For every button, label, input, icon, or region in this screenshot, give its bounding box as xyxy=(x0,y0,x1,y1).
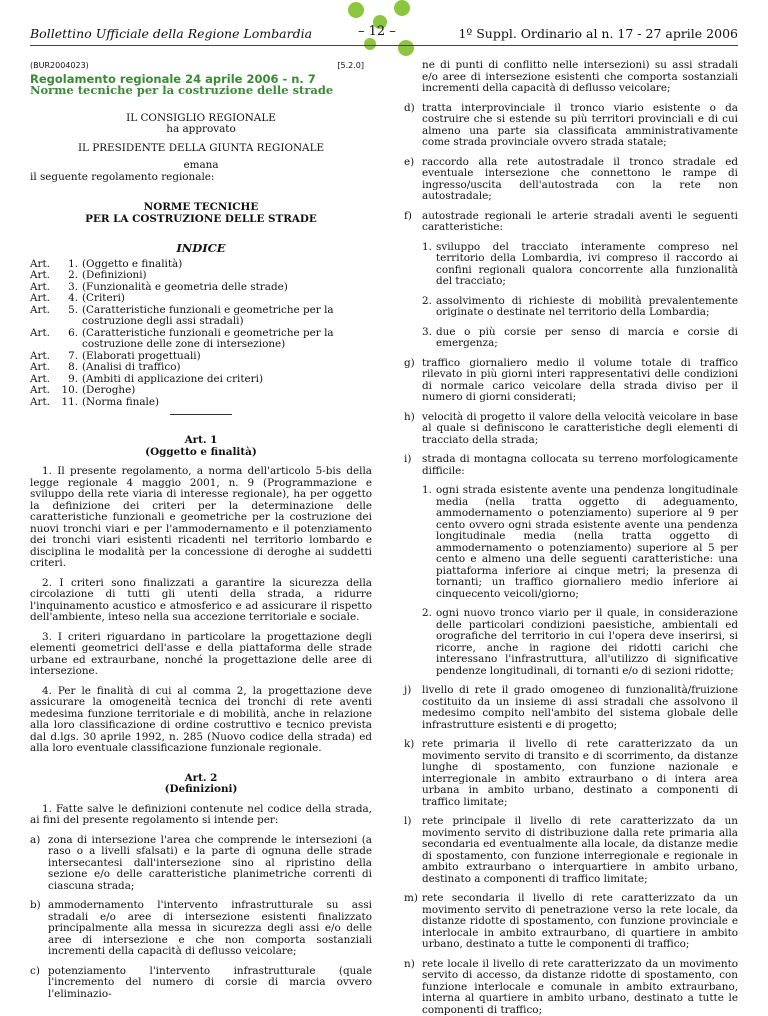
sub-item: 1. sviluppo del tracciato interamente compreso nel territorio della Lombardia, ivi compreso il raccordo ai confini regionali qualora concorrente alla funzionalità del tracciato; xyxy=(404,242,738,288)
section-code: [5.2.0] xyxy=(337,60,364,72)
sub-item: 2. ogni nuovo tronco viario per il quale, in considerazione delle particolari condizioni paesistiche, ambientali ed orografiche del territorio in cui l'opera deve inserirsi, si ricorre, anche in ragione dei ridotti carichi che interessano l'infrastruttura, all'utilizzo di significative pendenze longitudinali, di tornanti e/o di sezioni ridotte; xyxy=(404,608,738,677)
indice-entry: Art. 3. (Funzionalità e geometria delle strade) xyxy=(30,282,372,294)
approvato-line: ha approvato xyxy=(30,124,372,136)
art1-paragraph-3: 3. I criteri riguardano in particolare la progettazione degli elementi geometrici dell'asse e della piattaforma delle strade urbane ed extraurbane, nonché la progettazione delle aree di intersezione. xyxy=(30,632,372,678)
definition-item: f) autostrade regionali le arterie stradali aventi le seguenti caratteristiche: xyxy=(404,211,738,234)
norme-title-1: NORME TECNICHE xyxy=(30,202,372,214)
indice-entry: Art. 2. (Definizioni) xyxy=(30,270,372,282)
definition-item: n) rete locale il livello di rete caratterizzato da un movimento servito di accesso, da distanze ridotte di spostamento, con funzione interlocale e comunale in ambito extraurbano, interna al quartiere in ambito urbano, destinato a tutte le componenti di traffico; xyxy=(404,959,738,1016)
bur-code-line xyxy=(30,60,372,72)
indice-entry: Art. 11. (Norma finale) xyxy=(30,397,372,409)
bur-code: (BUR2004023) xyxy=(30,61,89,70)
definition-item: m) rete secondaria il livello di rete caratterizzato da un movimento servito di penetrazione verso la rete locale, da distanze ridotte di spostamento, con funzione provinciale e interlocale in ambito extraurbano, di quartiere in ambito urbano, destinato a tutte le componenti di traffico; xyxy=(404,893,738,951)
art2-heading: Art. 2 xyxy=(30,773,372,785)
definition-item: l) rete principale il livello di rete caratterizzato da un movimento servito di distribuzione dalla rete primaria alla secondaria ed eventualmente alla locale, da distanze medie di spostamento, con funzione interregionale e regionale in ambito extraurbano o interquartiere in ambito urbano, destinato a componenti di traffico limitate; xyxy=(404,816,738,885)
left-column xyxy=(30,60,372,1000)
definition-item: h) velocità di progetto il valore della velocità veicolare in base al quale si definiscono le caratteristiche degli elementi di tracciato della strada; xyxy=(404,412,738,447)
indice-entry: Art. 4. (Criteri) xyxy=(30,293,372,305)
art1-paragraph-2: 2. I criteri sono finalizzati a garantire la sicurezza della circolazione di tutti gli utenti della strada, a ridurre l'inquinamento acustico e atmosferico e ad assicurare il rispetto dell'ambiente, inteso nella sua accezione territoriale e sociale. xyxy=(30,578,372,624)
definition-item: j) livello di rete il grado omogeneo di funzionalità/fruizione costituito da un insieme di assi stradali che assolvono il medesimo compito nell'ambito del sistema globale delle infrastrutture esistenti e di progetto; xyxy=(404,685,738,731)
supplement-info: 1º Suppl. Ordinario al n. 17 - 27 aprile 2006 xyxy=(458,26,738,41)
definition-item: d) tratta interprovinciale il tronco viario esistente o da costruire che si estende su più territori provinciali e di cui almeno una parte sia classificata amministrativamente come strada provinciale ovvero strada statale; xyxy=(404,103,738,149)
emana-line: emana xyxy=(30,160,372,172)
art1-paragraph-1: 1. Il presente regolamento, a norma dell'articolo 5-bis della legge regionale 4 maggio 2001, n. 9 (Programmazione e sviluppo della rete viaria di interesse regionale), ha per oggetto la definizione dei criteri per la determinazione delle caratteristiche funzionali e geometriche per la costruzione dei nuovi tronchi viari e per l'ammodernamento e il potenziamento dei tronchi viari esistenti ricadenti nel territorio lombardo e disciplina le modalità per la concessione di deroghe ai suddetti criteri. xyxy=(30,466,372,570)
definition-item: g) traffico giornaliero medio il volume totale di traffico rilevato in più giorni interi rappresentativi delle condizioni di normale carico veicolare della strada diviso per il numero di giorni considerati; xyxy=(404,358,738,404)
sub-item: 1. ogni strada esistente avente una pendenza longitudinale media (nella tratta oggetto di adeguamento, ammodernamento o potenziamento) superiore al 9 per cento ovvero ogni strada esistente avente una pendenza longitudinale media (nella tratta oggetto di ammodernamento o potenziamento) superiore al 5 per cento e almeno una delle seguenti caratteristiche: una piattaforma inferiore ai cinque metri; la presenza di tornanti; un traffico giornaliero medio inferiore ai cinquecento veicoli/giorno; xyxy=(404,485,738,600)
header-rule xyxy=(30,45,738,46)
consiglio-heading: IL CONSIGLIO REGIONALE xyxy=(30,113,372,125)
definition-item: c) potenziamento l'intervento infrastrutturale (quale l'incremento del numero di corsie di marcia ovvero l'eliminazio- xyxy=(30,966,372,1001)
art2-paragraph-1: 1. Fatte salve le definizioni contenute nel codice della strada, ai fini del presente regolamento si intende per: xyxy=(30,804,372,827)
indice-list xyxy=(30,259,372,409)
bulletin-title: Bollettino Ufficiale della Regione Lombardia xyxy=(30,26,312,41)
page-header xyxy=(0,0,768,50)
seguente-line: il seguente regolamento regionale: xyxy=(30,172,372,184)
definition-item: e) raccordo alla rete autostradale il tronco stradale ed eventuale intersezione che connettono le rampe di ingresso/uscita dell'autostrada con la rete non autostradale; xyxy=(404,157,738,203)
continuation-text: ne di punti di conflitto nelle intersezioni) su assi stradali e/o aree di intersezione esistenti che comporta sostanziali incrementi della capacità di deflusso veicolare; xyxy=(404,60,738,95)
indice-entry: Art. 7. (Elaborati progettuali) xyxy=(30,351,372,363)
art2-subheading: (Definizioni) xyxy=(30,784,372,796)
right-column xyxy=(404,60,738,1016)
norme-title-2: PER LA COSTRUZIONE DELLE STRADE xyxy=(30,214,372,226)
indice-entry: Art. 1. (Oggetto e finalità) xyxy=(30,259,372,271)
art1-heading: Art. 1 xyxy=(30,435,372,447)
regulation-title: Regolamento regionale 24 aprile 2006 - n. 7 xyxy=(30,74,372,86)
definition-item: b) ammodernamento l'intervento infrastrutturale su assi stradali e/o aree di intersezione esistenti finalizzato principalmente alla messa in sicurezza degli assi e/o delle aree di intersezione e che non comporta sostanziali incrementi della capacità di deflusso veicolare; xyxy=(30,900,372,958)
section-divider xyxy=(170,414,232,415)
indice-entry: Art. 5. (Caratteristiche funzionali e geometriche per la costruzione degli assi stradali) xyxy=(30,305,372,328)
definition-item: i) strada di montagna collocata su terreno morfologicamente difficile: xyxy=(404,454,738,477)
sub-item: 2. assolvimento di richieste di mobilità prevalentemente originate o destinate nel territorio della Lombardia; xyxy=(404,296,738,319)
definition-item: k) rete primaria il livello di rete caratterizzato da un movimento servito di transito e di scorrimento, da distanze lunghe di spostamento, con funzione nazionale e interregionale in ambito extraurbano o di intera area urbana in ambito urbano, destinato a componenti di traffico limitate; xyxy=(404,739,738,808)
sub-item: 3. due o più corsie per senso di marcia e corsie di emergenza; xyxy=(404,327,738,350)
indice-entry: Art. 6. (Caratteristiche funzionali e geometriche per la costruzione delle zone di intersezione) xyxy=(30,328,372,351)
art1-subheading: (Oggetto e finalità) xyxy=(30,447,372,459)
indice-entry: Art. 10. (Deroghe) xyxy=(30,385,372,397)
indice-title: INDICE xyxy=(30,243,372,255)
definition-item: a) zona di intersezione l'area che comprende le intersezioni (a raso o a livelli sfalsati) e la parte di ognuna delle strade intersecantesi dall'intersezione sino al ripristino della sezione e/o delle caratteristiche planimetriche correnti di ciascuna strada; xyxy=(30,835,372,893)
indice-entry: Art. 9. (Ambiti di applicazione dei criteri) xyxy=(30,374,372,386)
page-number: – 12 – xyxy=(358,24,396,39)
regulation-subtitle: Norme tecniche per la costruzione delle strade xyxy=(30,85,372,97)
art1-paragraph-4: 4. Per le finalità di cui al comma 2, la progettazione deve assicurare la omogeneità tecnica dei tronchi di rete aventi medesima funzione territoriale e di mobilità, anche in relazione alla loro classificazione di ordine costruttivo e tecnico prevista dal d.lgs. 30 aprile 1992, n. 285 (Nuovo codice della strada) ed alla loro eventuale classificazione funzionale regionale. xyxy=(30,686,372,755)
indice-entry: Art. 8. (Analisi di traffico) xyxy=(30,362,372,374)
presidente-heading: IL PRESIDENTE DELLA GIUNTA REGIONALE xyxy=(30,143,372,155)
